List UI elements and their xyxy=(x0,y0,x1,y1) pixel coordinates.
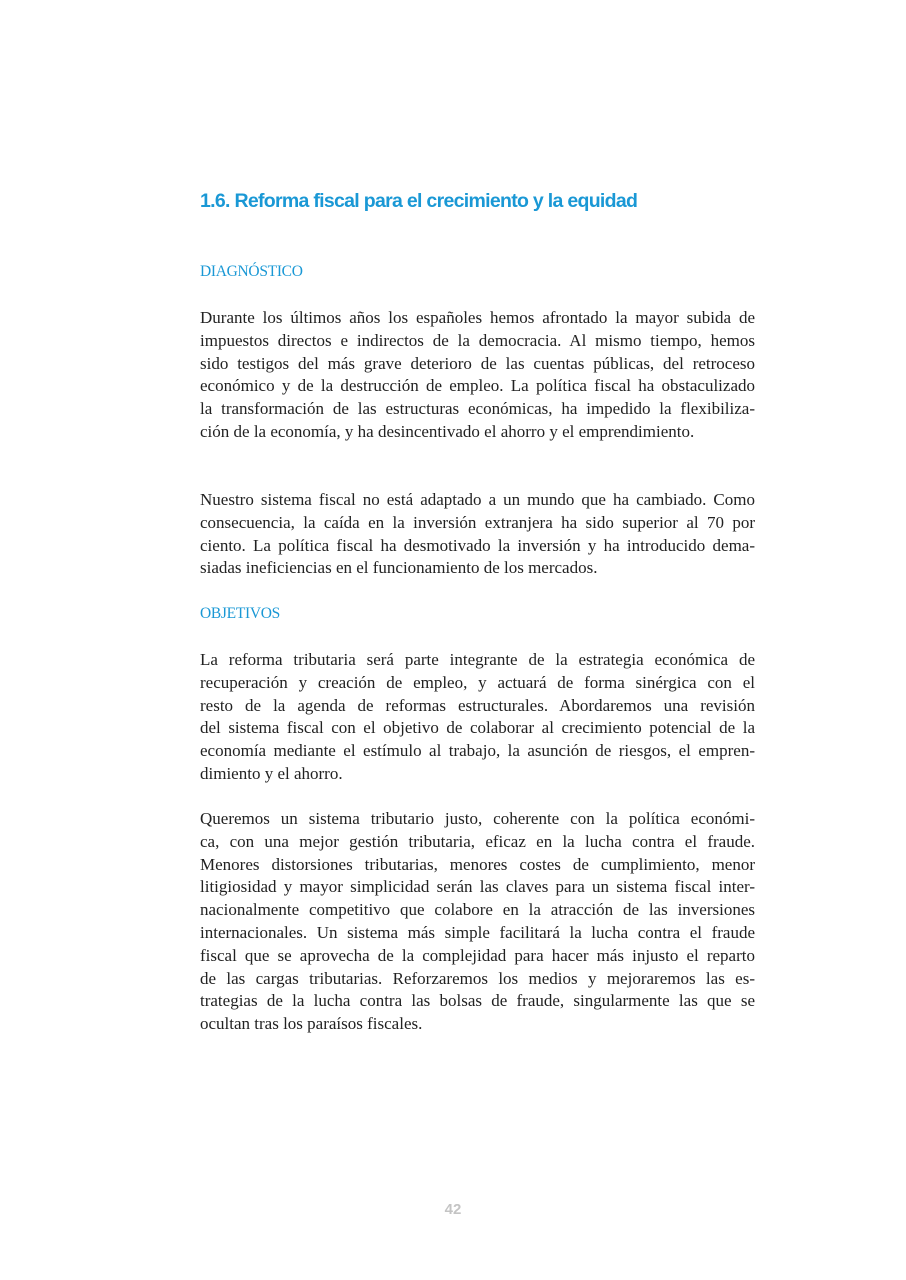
page-number: 42 xyxy=(444,1201,462,1218)
text-line: Queremos un sistema tributario justo, coherente con la política económi- xyxy=(200,809,755,828)
text-line: siadas ineficiencias en el funcionamiento de los mercados. xyxy=(200,558,598,578)
paragraph xyxy=(200,808,755,1036)
text-line: impuestos directos e indirectos de la democracia. Al mismo tiempo, hemos xyxy=(200,330,755,350)
text-line: ca, con una mejor gestión tributaria, eficaz en la lucha contra el fraude. xyxy=(200,831,755,851)
text-line: nacionalmente competitivo que colabore en la atracción de las inversiones xyxy=(200,900,755,920)
text-line: internacionales. Un sistema más simple facilitará la lucha contra el fraude xyxy=(200,922,755,942)
text-line: La reforma tributaria será parte integrante de la estrategia económica de xyxy=(200,650,755,669)
text-line: fiscal que se aprovecha de la complejidad para hacer más injusto el reparto xyxy=(200,945,755,965)
text-line: Nuestro sistema fiscal no está adaptado a un mundo que ha cambiado. Como xyxy=(200,490,755,509)
text-line: ocultan tras los paraísos fiscales. xyxy=(200,1014,423,1034)
section-heading-objetivos: OBJETIVOS xyxy=(200,605,280,622)
text-line: recuperación y creación de empleo, y actuará de forma sinérgica con el xyxy=(200,672,755,692)
paragraph xyxy=(200,307,755,444)
text-line: económico y de la destrucción de empleo. La política fiscal ha obstaculizado xyxy=(200,376,755,396)
paragraph xyxy=(200,649,755,786)
text-line: de las cargas tributarias. Reforzaremos los medios y mejoraremos las es- xyxy=(200,968,755,988)
section-heading-diagnostico: DIAGNÓSTICO xyxy=(200,263,303,280)
text-line: resto de la agenda de reformas estructurales. Abordaremos una revisión xyxy=(200,695,755,715)
page-title: 1.6. Reforma fiscal para el crecimiento y la equidad xyxy=(200,190,638,212)
text-line: Durante los últimos años los españoles hemos afrontado la mayor subida de xyxy=(200,308,755,327)
text-line: sido testigos del más grave deterioro de las cuentas públicas, del retroceso xyxy=(200,353,755,373)
text-line: trategias de la lucha contra las bolsas de fraude, singularmente las que se xyxy=(200,991,755,1011)
text-line: la transformación de las estructuras económicas, ha impedido la flexibiliza- xyxy=(200,399,755,419)
text-line: litigiosidad y mayor simplicidad serán las claves para un sistema fiscal inter- xyxy=(200,877,755,897)
text-line: consecuencia, la caída en la inversión extranjera ha sido superior al 70 por xyxy=(200,512,755,532)
text-line: ción de la economía, y ha desincentivado el ahorro y el emprendimiento. xyxy=(200,421,695,441)
text-line: dimiento y el ahorro. xyxy=(200,763,343,783)
text-line: Menores distorsiones tributarias, menores costes de cumplimiento, menor xyxy=(200,854,755,874)
paragraph xyxy=(200,489,755,580)
text-line: economía mediante el estímulo al trabajo, la asunción de riesgos, el empren- xyxy=(200,741,755,761)
text-line: del sistema fiscal con el objetivo de colaborar al crecimiento potencial de la xyxy=(200,718,755,738)
text-line: ciento. La política fiscal ha desmotivado la inversión y ha introducido dema- xyxy=(200,535,755,555)
